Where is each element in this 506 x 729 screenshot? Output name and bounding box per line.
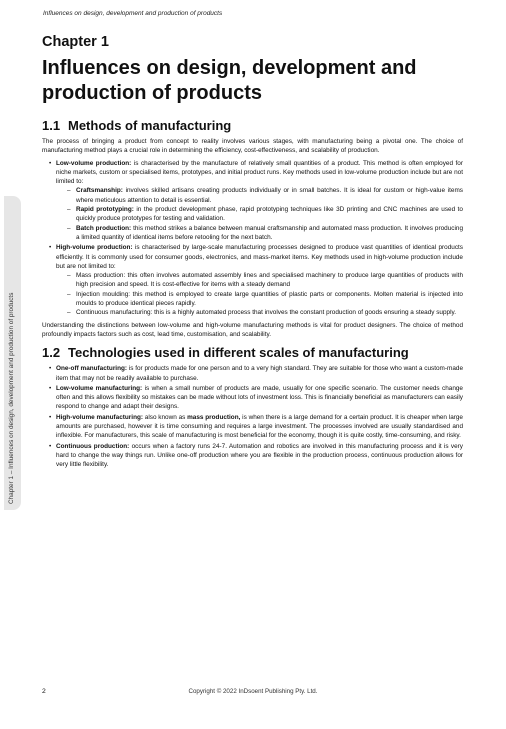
list-item-high-volume <box>56 243 463 317</box>
sub-list-item: – Mass production: this often involves automated assembly lines and specialised machinery to produce large quantities of products with high precision and speed. It is cost-effective for items with a steady demand <box>76 271 463 290</box>
sub-list-item: – Continuous manufacturing: this is a highly automated process that involves the constant production of goods ensuring a steady supply. <box>76 308 463 317</box>
definition: is when a small number of products are made, usually for one specific scenario. The customer needs change often and this allows flexibility so mistakes can be made without lots of investment loss. This is financially beneficial as manufacturers can easily respond to change and adapt their designs. <box>56 384 463 411</box>
sub-list-item: – Injection moulding: this method is employed to create large quantities of plastic parts or components. Molten material is injected into moulds to produce identical pieces rapidly. <box>76 290 463 309</box>
term: Craftsmanship: <box>76 187 123 195</box>
term: One-off manufacturing: <box>56 365 128 373</box>
definition: occurs when a factory runs 24-7. Automation and robotics are involved in this manufacturing process and it is very hard to change the way things run. Unlike one-off production where you are flexible in the production process, continuous production allows for very little flexibility. <box>56 442 463 469</box>
section-heading-1-1 <box>42 118 463 133</box>
list-item-low-volume <box>56 159 463 243</box>
term: Low-volume manufacturing: <box>56 384 143 392</box>
section-conclusion-paragraph: Understanding the distinctions between low-volume and high-volume manufacturing methods is vital for product designers. The choice of method profoundly impacts factors such as cost, lead time, customisation, and scalability. <box>42 321 463 338</box>
copyright-notice: Copyright © 2022 InDsoent Publishing Pty. Ltd. <box>188 688 318 695</box>
definition: is characterised by large-scale manufacturing processes designed to produce vast quantities of identical products efficiently. It is commonly used for consumer goods, electronics, and mass-market items. Key methods used in high-volume production include but are not limited to: <box>56 244 463 270</box>
page-content <box>42 34 463 473</box>
definition: involves skilled artisans creating products individually or in small batches. It is ideal for custom or high-value items where meticulous attention to detail is essential. <box>76 187 463 204</box>
term: Rapid prototyping: <box>76 206 134 214</box>
running-header: Influences on design, development and production of products <box>43 10 223 17</box>
list-item <box>56 384 463 412</box>
section-title-text: Methods of manufacturing <box>68 118 232 133</box>
high-volume-methods-list <box>56 271 463 317</box>
production-methods-list <box>42 159 463 318</box>
chapter-label: Chapter 1 <box>42 34 109 50</box>
section-heading-1-2 <box>42 345 463 360</box>
sub-list-item <box>76 205 463 224</box>
section-intro-paragraph: The process of bringing a product from concept to reality involves various stages, with manufacturing being a pivotal one. The choice of manufacturing method plays a crucial role in determining the efficiency, cost-effectiveness, and scalability of production. <box>42 138 463 155</box>
definition: is for products made for one person and to a very high standard. They are suitable for those who want a custom-made item that may not be readily available to purchase. <box>56 365 463 382</box>
term: High-volume production: <box>56 244 133 252</box>
term: Continuous production: <box>56 442 130 450</box>
section-number: 1.2 <box>42 345 61 361</box>
low-volume-methods-list <box>56 186 463 242</box>
sub-list-item <box>76 186 463 205</box>
sub-list-item <box>76 224 463 243</box>
definition: also known as <box>143 413 188 421</box>
list-item <box>56 413 463 441</box>
chapter-side-tab-label: Chapter 1 – Influences on design, development and production of products <box>8 292 15 504</box>
term: Low-volume production: <box>56 159 132 167</box>
chapter-title: Influences on design, development and production of products <box>42 57 417 104</box>
definition: in the product development phase, rapid prototyping techniques like 3D printing and CNC machines are used to quickly produce prototypes for testing and validation. <box>76 206 463 223</box>
section-title-text: Technologies used in different scales of manufacturing <box>68 345 409 361</box>
section-number: 1.1 <box>42 118 61 133</box>
page-number: 2 <box>42 688 46 695</box>
list-item <box>56 442 463 470</box>
definition: is characterised by the manufacture of relatively small quantities of a product. This method is often employed for niche markets, custom or specialised items, prototypes, and initial product runs. Key methods used in low-volume production include but are not limited to: <box>56 159 463 186</box>
definition: is when there is a large demand for a certain product. It is cheaper when large amounts are purchased, however it is time consuming and requires a large investment. The processes involved are usually standardised and inflexible. For manufacturers, this scale of manufacturing is most beneficial for the economy, though it is quite costly, time-consuming, and risky. <box>56 413 463 440</box>
term: Batch production: <box>76 224 132 232</box>
manufacturing-scales-list <box>42 364 463 469</box>
term: mass production, <box>187 413 241 421</box>
term: High-volume manufacturing: <box>56 413 143 421</box>
list-item <box>56 364 463 383</box>
definition: this method strikes a balance between manual craftsmanship and automated mass production. It involves producing a limited quantity of identical items before retooling for the next batch. <box>76 224 463 241</box>
